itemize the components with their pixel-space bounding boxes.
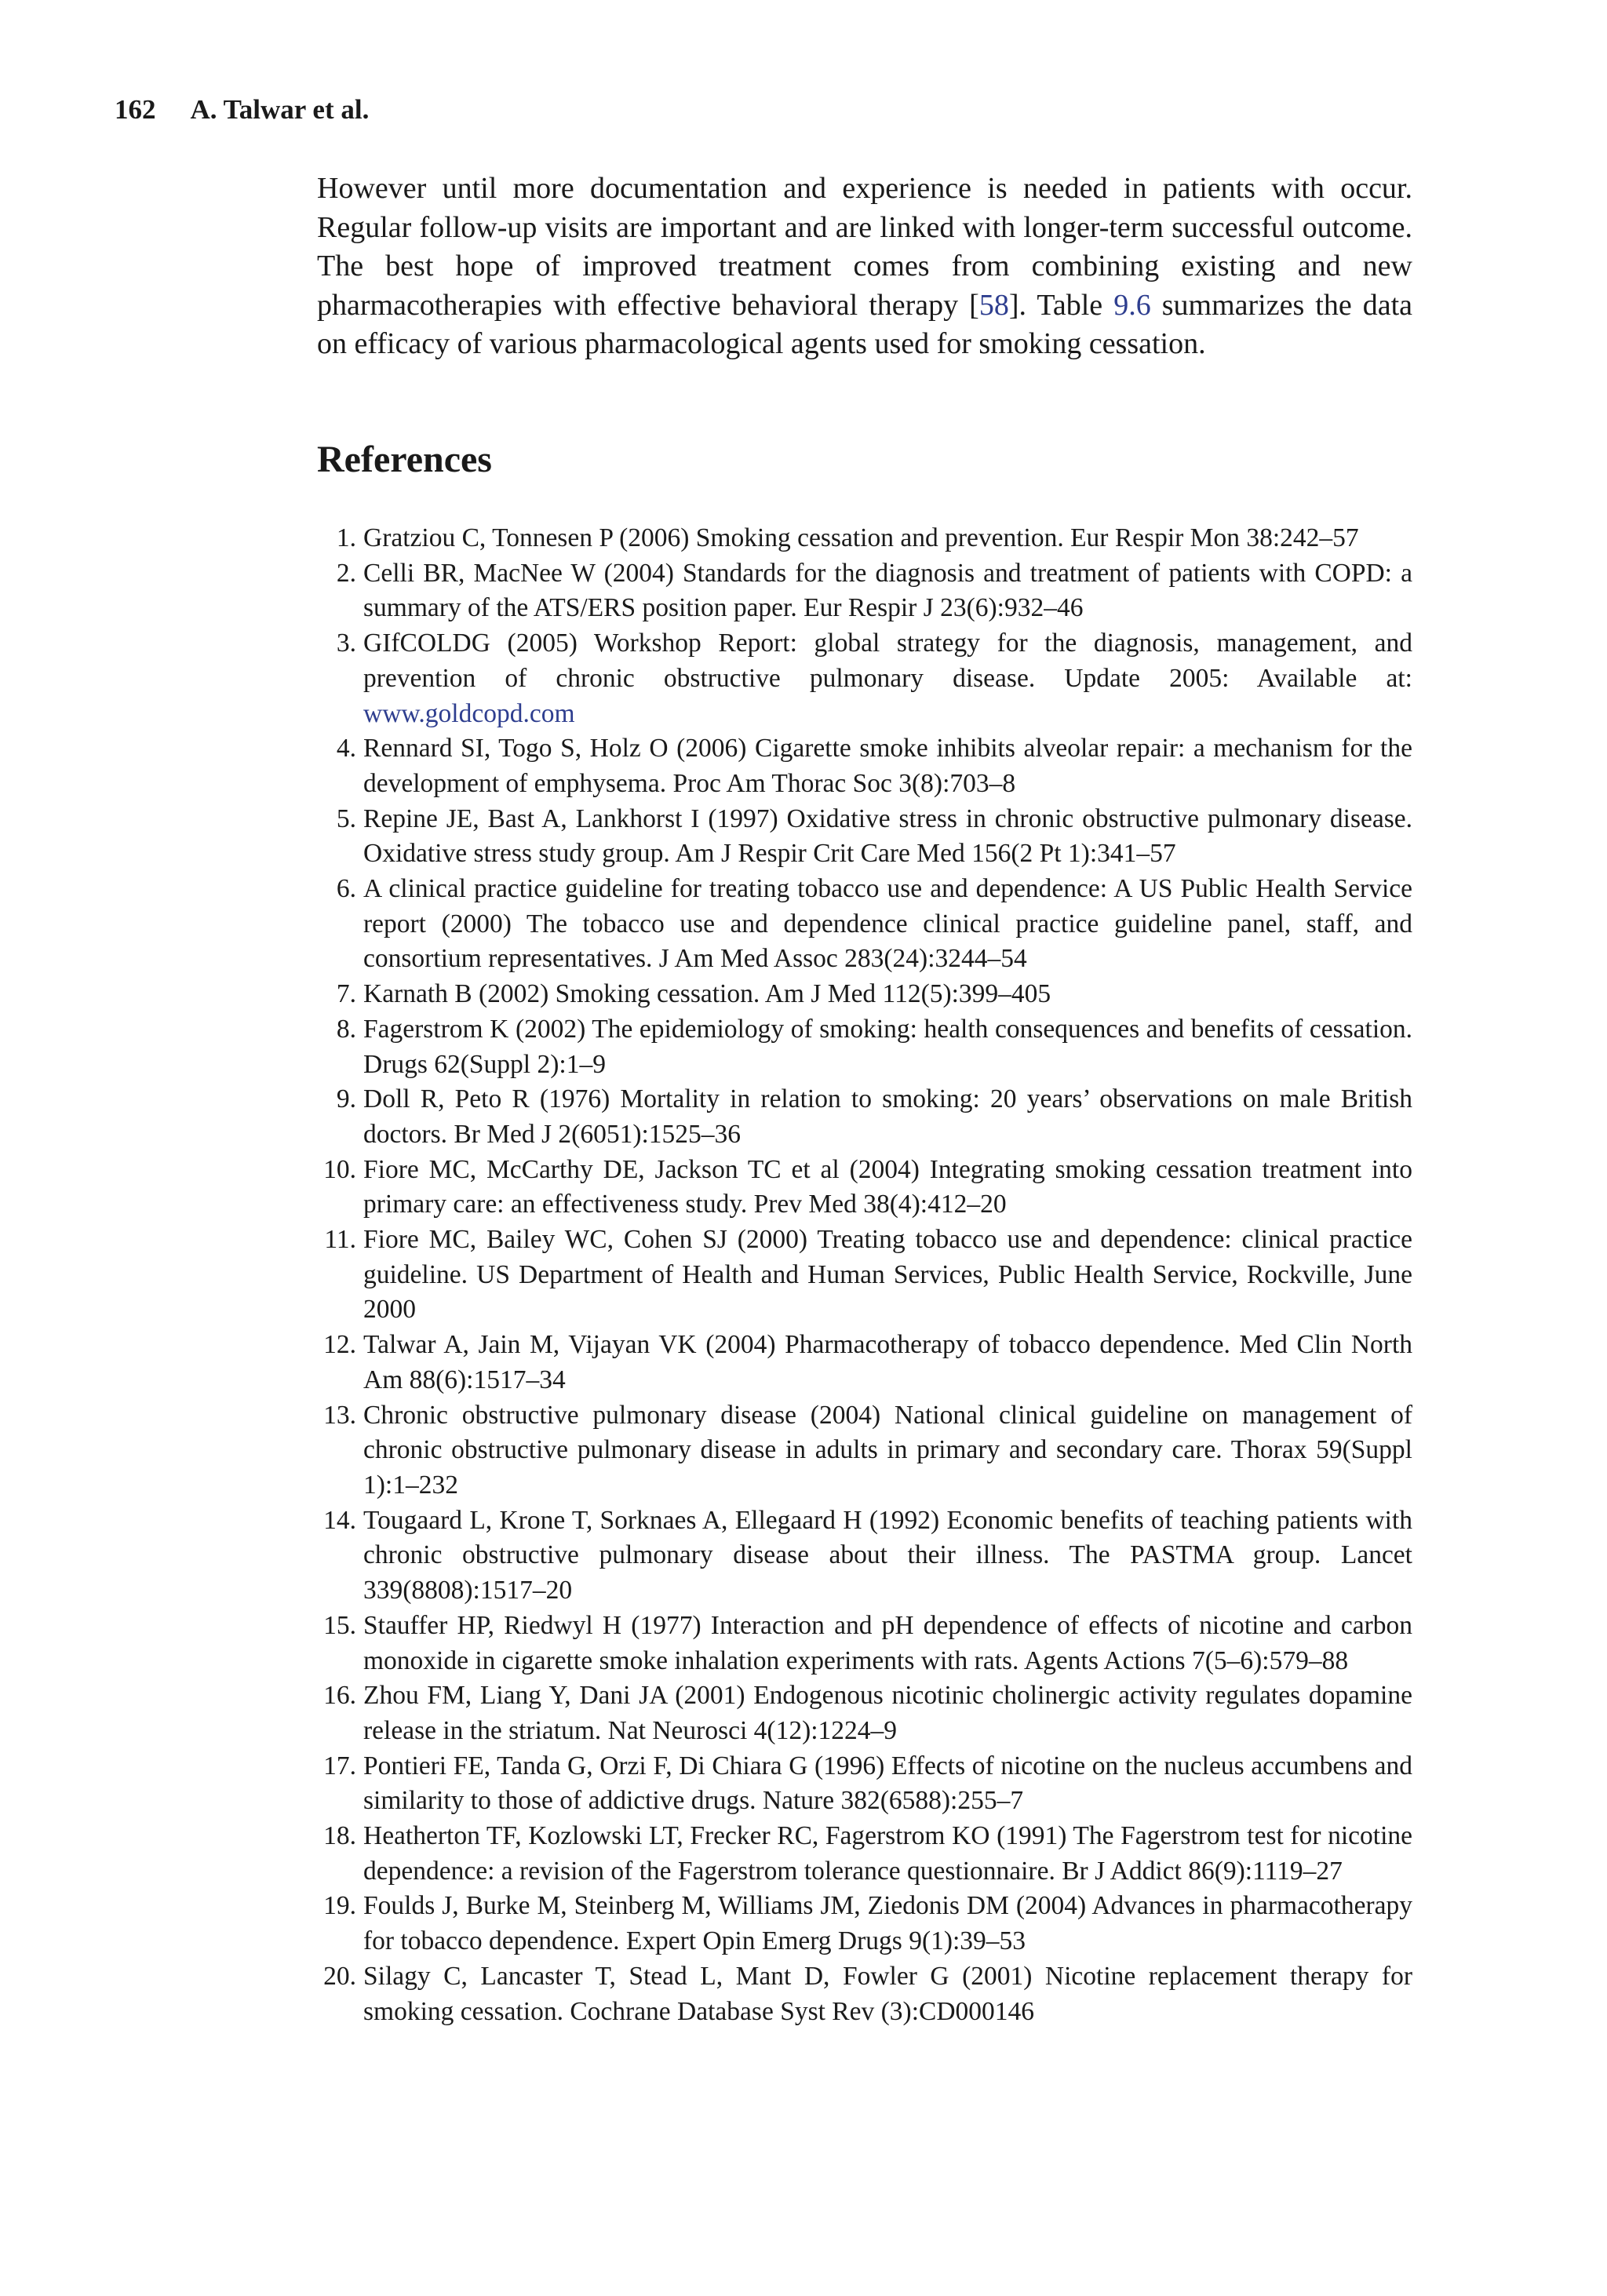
intro-text-3: summarizes the data on efficacy of various pharmacological agents used for smoking cessation. (317, 288, 1412, 360)
reference-text (363, 1223, 1412, 1328)
reference-text (363, 1012, 1412, 1082)
intro-text-1: However until more documentation and experience is needed in patients with occur. Regular follow-up visits are important and are linked with longer-term successful outcome. The best hope of improved treatment comes from combining existing and new pharmacotherapies with effective behavioral therapy [ (317, 172, 1412, 322)
reference-number: 19. (323, 1891, 356, 1921)
reference-body: Fagerstrom K (2002) The epidemiology of smoking: health consequences and benefits of cessation. Drugs 62(Suppl 2):1–9 (363, 1014, 1412, 1079)
reference-item (317, 1153, 1412, 1223)
reference-item (317, 521, 1412, 556)
reference-number: 16. (323, 1681, 356, 1711)
reference-url-link[interactable]: www.goldcopd.com (363, 698, 575, 728)
reference-body: Celli BR, MacNee W (2004) Standards for the diagnosis and treatment of patients with COPD: a summary of the ATS/ERS position paper. Eur Respir J 23(6):932–46 (363, 558, 1412, 623)
reference-item (317, 802, 1412, 872)
reference-text (363, 1889, 1412, 1959)
reference-text (363, 521, 1412, 556)
reference-text (363, 1153, 1412, 1223)
reference-body: Heatherton TF, Kozlowski LT, Frecker RC, Fagerstrom KO (1991) The Fagerstrom test for nicotine dependence: a revision of the Fagerstrom tolerance questionnaire. Br J Addict 86(9):1119–27 (363, 1821, 1412, 1886)
reference-item (317, 1749, 1412, 1819)
reference-body: Zhou FM, Liang Y, Dani JA (2001) Endogenous nicotinic cholinergic activity regulates dopamine release in the striatum. Nat Neurosci 4(12):1224–9 (363, 1681, 1412, 1745)
reference-text (363, 1678, 1412, 1748)
reference-item (317, 626, 1412, 731)
reference-item (317, 1678, 1412, 1748)
reference-item (317, 1889, 1412, 1959)
running-head (115, 94, 369, 126)
reference-text (363, 626, 1412, 731)
reference-item (317, 556, 1412, 626)
citation-link-58[interactable]: 58 (978, 288, 1009, 322)
references-heading: References (317, 439, 492, 480)
reference-body: Karnath B (2002) Smoking cessation. Am J Med 112(5):399–405 (363, 979, 1051, 1009)
reference-number: 13. (323, 1400, 356, 1430)
reference-number: 14. (323, 1505, 356, 1535)
reference-body: Fiore MC, McCarthy DE, Jackson TC et al (2004) Integrating smoking cessation treatment into primary care: an effectiveness study. Prev Med 38(4):412–20 (363, 1154, 1412, 1219)
intro-paragraph (317, 169, 1412, 364)
reference-item (317, 1959, 1412, 2029)
reference-item (317, 1328, 1412, 1398)
reference-item (317, 977, 1412, 1012)
references-list (317, 521, 1412, 2029)
running-head-authors: A. Talwar et al. (190, 94, 370, 125)
reference-number: 12. (323, 1330, 356, 1360)
reference-number: 20. (323, 1961, 356, 1991)
reference-number: 6. (336, 874, 356, 904)
reference-text (363, 1082, 1412, 1152)
reference-number: 7. (336, 979, 356, 1009)
reference-body: Fiore MC, Bailey WC, Cohen SJ (2000) Treating tobacco use and dependence: clinical practice guideline. US Department of Health and Human Services, Public Health Service, Rockville, June 2000 (363, 1225, 1412, 1325)
reference-text (363, 1503, 1412, 1609)
reference-body: Foulds J, Burke M, Steinberg M, Williams JM, Ziedonis DM (2004) Advances in pharmacotherapy for tobacco dependence. Expert Opin Emerg Drugs 9(1):39–53 (363, 1891, 1412, 1956)
reference-text (363, 977, 1412, 1012)
reference-text (363, 1819, 1412, 1889)
reference-body: Tougaard L, Krone T, Sorknaes A, Ellegaard H (1992) Economic benefits of teaching patients with chronic obstructive pulmonary disease about their illness. The PASTMA group. Lancet 339(8808):1517–20 (363, 1505, 1412, 1605)
reference-body: Pontieri FE, Tanda G, Orzi F, Di Chiara G (1996) Effects of nicotine on the nucleus accumbens and similarity to those of addictive drugs. Nature 382(6588):255–7 (363, 1751, 1412, 1816)
reference-text (363, 731, 1412, 801)
intro-text-2: ]. Table (1008, 288, 1114, 322)
table-reference-link[interactable]: 9.6 (1113, 288, 1151, 322)
reference-number: 18. (323, 1821, 356, 1851)
reference-number: 3. (336, 629, 356, 658)
reference-number: 1. (336, 523, 356, 552)
reference-number: 10. (323, 1154, 356, 1184)
reference-body: Stauffer HP, Riedwyl H (1977) Interaction and pH dependence of effects of nicotine and carbon monoxide in cigarette smoke inhalation experiments with rats. Agents Actions 7(5–6):579–88 (363, 1610, 1412, 1675)
reference-text (363, 1959, 1412, 2029)
reference-item (317, 731, 1412, 801)
reference-number: 15. (323, 1610, 356, 1640)
reference-number: 11. (324, 1225, 356, 1255)
reference-text (363, 1328, 1412, 1398)
reference-item (317, 872, 1412, 977)
reference-item (317, 1819, 1412, 1889)
reference-text (363, 1749, 1412, 1819)
reference-text (363, 872, 1412, 977)
reference-item (317, 1609, 1412, 1678)
reference-number: 17. (323, 1751, 356, 1780)
reference-body: Rennard SI, Togo S, Holz O (2006) Cigarette smoke inhibits alveolar repair: a mechanism for the development of emphysema. Proc Am Thorac Soc 3(8):703–8 (363, 734, 1412, 798)
reference-body: Doll R, Peto R (1976) Mortality in relation to smoking: 20 years’ observations on male British doctors. Br Med J 2(6051):1525–36 (363, 1084, 1412, 1149)
reference-text (363, 556, 1412, 626)
reference-text (363, 802, 1412, 872)
reference-body: Silagy C, Lancaster T, Stead L, Mant D, Fowler G (2001) Nicotine replacement therapy for smoking cessation. Cochrane Database Syst Rev (3):CD000146 (363, 1961, 1412, 2026)
reference-item (317, 1012, 1412, 1082)
reference-text (363, 1398, 1412, 1503)
reference-item (317, 1082, 1412, 1152)
reference-body: Repine JE, Bast A, Lankhorst I (1997) Oxidative stress in chronic obstructive pulmonary disease. Oxidative stress study group. Am J Respir Crit Care Med 156(2 Pt 1):341–57 (363, 804, 1412, 869)
reference-item (317, 1223, 1412, 1328)
reference-body: Chronic obstructive pulmonary disease (2004) National clinical guideline on management of chronic obstructive pulmonary disease in adults in primary and secondary care. Thorax 59(Suppl 1):1–232 (363, 1400, 1412, 1500)
reference-number: 8. (336, 1014, 356, 1044)
reference-number: 5. (336, 804, 356, 833)
reference-text (363, 1609, 1412, 1678)
reference-number: 9. (336, 1084, 356, 1114)
reference-body: Talwar A, Jain M, Vijayan VK (2004) Pharmacotherapy of tobacco dependence. Med Clin North Am 88(6):1517–34 (363, 1330, 1412, 1394)
reference-body: A clinical practice guideline for treating tobacco use and dependence: A US Public Health Service report (2000) The tobacco use and dependence clinical practice guideline panel, staff, and consortium representatives. J Am Med Assoc 283(24):3244–54 (363, 874, 1412, 974)
reference-item (317, 1503, 1412, 1609)
reference-body: Gratziou C, Tonnesen P (2006) Smoking cessation and prevention. Eur Respir Mon 38:242–57 (363, 523, 1359, 552)
page-number: 162 (115, 94, 156, 125)
reference-number: 4. (336, 734, 356, 764)
reference-item (317, 1398, 1412, 1503)
reference-number: 2. (336, 558, 356, 588)
reference-body: GIfCOLDG (2005) Workshop Report: global strategy for the diagnosis, management, and prevention of chronic obstructive pulmonary disease. Update 2005: Available at: (363, 629, 1412, 693)
